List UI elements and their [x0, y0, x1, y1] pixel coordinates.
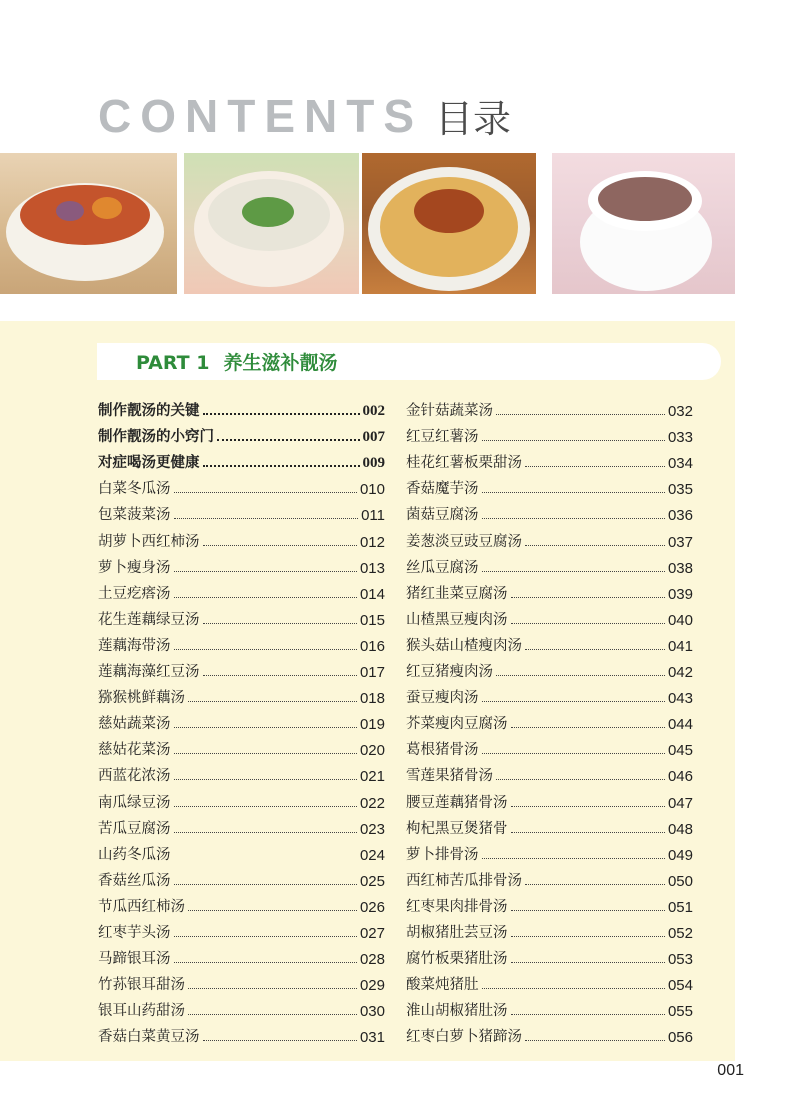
toc-entry-title: 胡萝卜西红柿汤 — [98, 533, 200, 550]
toc-entry-page: 040 — [667, 611, 693, 629]
toc-leader-dots — [203, 545, 357, 546]
toc-entry-title: 香菇丝瓜汤 — [98, 872, 171, 889]
toc-leader-dots — [174, 753, 357, 754]
toc-leader-dots — [203, 675, 357, 676]
toc-leader-dots — [174, 936, 357, 937]
toc-entry-page: 033 — [667, 429, 693, 447]
toc-entry-page: 014 — [359, 585, 385, 603]
toc-entry[interactable] — [406, 629, 693, 655]
toc-entry[interactable] — [98, 864, 385, 890]
part-header — [136, 348, 337, 375]
toc-entry-title: 葛根猪骨汤 — [406, 742, 479, 759]
toc-entry-title: 香菇魔芋汤 — [406, 481, 479, 498]
toc-entry-page: 018 — [359, 690, 385, 708]
toc-leader-dots — [174, 492, 357, 493]
toc-entry-page: 055 — [667, 1003, 693, 1021]
toc-entry[interactable] — [98, 498, 385, 524]
toc-entry-page: 037 — [667, 533, 693, 551]
toc-leader-dots — [174, 884, 357, 885]
toc-entry-title: 对症喝汤更健康 — [98, 454, 200, 472]
toc-entry-page: 007 — [362, 429, 385, 446]
toc-entry-page: 041 — [667, 637, 693, 655]
toc-entry-page: 009 — [362, 455, 385, 472]
toc-entry-page: 024 — [359, 846, 385, 864]
toc-entry-title: 红豆红薯汤 — [406, 429, 479, 446]
toc-entry-title: 蚕豆瘦肉汤 — [406, 690, 479, 707]
toc-entry-page: 053 — [667, 951, 693, 969]
toc-entry[interactable] — [98, 394, 385, 420]
toc-entry[interactable] — [98, 551, 385, 577]
toc-leader-dots — [203, 465, 360, 467]
toc-entry-page: 036 — [667, 507, 693, 525]
toc-entry-page: 022 — [359, 794, 385, 812]
toc-entry[interactable] — [406, 864, 693, 890]
toc-entry[interactable] — [98, 916, 385, 942]
toc-entry-title: 猕猴桃鲜藕汤 — [98, 690, 185, 707]
toc-entry-title: 花生莲藕绿豆汤 — [98, 611, 200, 628]
toc-entry[interactable] — [406, 707, 693, 733]
toc-entry[interactable] — [98, 968, 385, 994]
toc-column-left — [98, 394, 385, 1046]
toc-leader-dots — [511, 623, 665, 624]
toc-entry-page: 016 — [359, 637, 385, 655]
toc-leader-dots — [217, 439, 360, 441]
page-title — [98, 88, 511, 144]
toc-entry[interactable] — [406, 968, 693, 994]
toc-entry[interactable] — [406, 524, 693, 550]
toc-entry-page: 032 — [667, 403, 693, 421]
toc-entry[interactable] — [406, 551, 693, 577]
toc-leader-dots — [496, 779, 665, 780]
toc-entry-title: 丝瓜豆腐汤 — [406, 559, 479, 576]
toc-entry[interactable] — [406, 890, 693, 916]
toc-entry-page: 023 — [359, 820, 385, 838]
toc-leader-dots — [203, 1040, 357, 1041]
toc-entry-title: 莲藕海带汤 — [98, 637, 171, 654]
toc-leader-dots — [511, 1014, 665, 1015]
toc-leader-dots — [511, 806, 665, 807]
toc-entry[interactable] — [98, 733, 385, 759]
toc-entry[interactable] — [406, 916, 693, 942]
toc-entry[interactable] — [406, 394, 693, 420]
part-number: PART 1 — [136, 352, 210, 374]
toc-leader-dots — [174, 779, 357, 780]
toc-entry-page: 042 — [667, 664, 693, 682]
toc-leader-dots — [511, 832, 665, 833]
toc-entry-title: 芥菜瘦肉豆腐汤 — [406, 716, 508, 733]
toc-entry[interactable] — [98, 890, 385, 916]
toc-entry-page: 013 — [359, 559, 385, 577]
toc-entry-page: 026 — [359, 898, 385, 916]
toc-leader-dots — [511, 597, 665, 598]
toc-entry-title: 山药冬瓜汤 — [98, 846, 171, 863]
toc-entry[interactable] — [98, 524, 385, 550]
toc-entry-title: 慈姑蔬菜汤 — [98, 716, 171, 733]
toc-entry-page: 051 — [667, 898, 693, 916]
toc-column-right — [406, 394, 693, 1046]
toc-entry-title: 山楂黑豆瘦肉汤 — [406, 611, 508, 628]
toc-entry-title: 土豆疙瘩汤 — [98, 585, 171, 602]
toc-entry[interactable] — [406, 1020, 693, 1046]
toc-entry-page: 029 — [359, 977, 385, 995]
soup-photo-2 — [184, 153, 359, 294]
toc-leader-dots — [174, 571, 357, 572]
toc-entry-title: 南瓜绿豆汤 — [98, 794, 171, 811]
toc-entry[interactable] — [406, 838, 693, 864]
toc-leader-dots — [525, 649, 665, 650]
toc-entry[interactable] — [406, 655, 693, 681]
toc-entry[interactable] — [406, 785, 693, 811]
toc-entry-page: 017 — [359, 664, 385, 682]
toc-entry-title: 西红柿苦瓜排骨汤 — [406, 872, 522, 889]
toc-entry-page: 038 — [667, 559, 693, 577]
toc-leader-dots — [482, 440, 665, 441]
toc-entry-title: 腰豆莲藕猪骨汤 — [406, 794, 508, 811]
toc-entry-title: 莲藕海藻红豆汤 — [98, 664, 200, 681]
toc-entry-title: 银耳山药甜汤 — [98, 1003, 185, 1020]
toc-leader-dots — [511, 910, 665, 911]
title-chinese: 目录 — [435, 97, 512, 141]
toc-entry-page: 048 — [667, 820, 693, 838]
toc-leader-dots — [174, 962, 357, 963]
toc-entry-page: 010 — [359, 481, 385, 499]
toc-leader-dots — [203, 623, 357, 624]
toc-entry-page: 011 — [361, 507, 385, 525]
toc-entry[interactable] — [406, 681, 693, 707]
toc-entry-title: 红枣果肉排骨汤 — [406, 898, 508, 915]
toc-entry[interactable] — [406, 498, 693, 524]
noodle-photo — [362, 153, 536, 294]
toc-entry-title: 萝卜排骨汤 — [406, 846, 479, 863]
toc-entry-page: 050 — [667, 872, 693, 890]
toc-entry-page: 012 — [359, 533, 385, 551]
toc-entry-title: 白菜冬瓜汤 — [98, 481, 171, 498]
toc-entry[interactable] — [406, 603, 693, 629]
toc-entry-page: 046 — [667, 768, 693, 786]
toc-entry-title: 西蓝花浓汤 — [98, 768, 171, 785]
toc-entry[interactable] — [98, 838, 385, 864]
toc-entry[interactable] — [98, 420, 385, 446]
toc-leader-dots — [496, 414, 665, 415]
toc-entry[interactable] — [98, 1020, 385, 1046]
title-english: CONTENTS — [98, 90, 423, 142]
toc-leader-dots — [511, 727, 665, 728]
toc-entry[interactable] — [406, 472, 693, 498]
toc-entry-title: 红枣芋头汤 — [98, 924, 171, 941]
toc-entry-title: 淮山胡椒猪肚汤 — [406, 1003, 508, 1020]
toc-entry-title: 雪莲果猪骨汤 — [406, 768, 493, 785]
toc-entry-title: 包菜菠菜汤 — [98, 507, 171, 524]
page-number: 001 — [717, 1062, 744, 1079]
toc-entry[interactable] — [406, 759, 693, 785]
toc-entry-title: 苦瓜豆腐汤 — [98, 820, 171, 837]
toc-leader-dots — [496, 675, 665, 676]
toc-entry-page: 035 — [667, 481, 693, 499]
toc-entry-page: 020 — [359, 742, 385, 760]
toc-leader-dots — [511, 936, 665, 937]
toc-entry-title: 制作靓汤的小窍门 — [98, 428, 214, 446]
toc-leader-dots — [482, 518, 665, 519]
toc-entry-page: 045 — [667, 742, 693, 760]
toc-entry[interactable] — [406, 446, 693, 472]
toc-entry-title: 金针菇蔬菜汤 — [406, 403, 493, 420]
toc-entry[interactable] — [98, 577, 385, 603]
toc-leader-dots — [174, 597, 357, 598]
toc-entry-page: 027 — [359, 924, 385, 942]
toc-entry-page: 028 — [359, 951, 385, 969]
toc-entry-title: 萝卜瘦身汤 — [98, 559, 171, 576]
toc-entry-title: 竹荪银耳甜汤 — [98, 977, 185, 994]
toc-entry-title: 枸杞黑豆煲猪骨 — [406, 820, 508, 837]
toc-leader-dots — [174, 518, 359, 519]
toc-leader-dots — [511, 962, 665, 963]
toc-entry[interactable] — [406, 420, 693, 446]
toc-entry-page: 044 — [667, 716, 693, 734]
toc-leader-dots — [174, 649, 357, 650]
toc-entry-title: 姜葱淡豆豉豆腐汤 — [406, 533, 522, 550]
toc-entry-page: 002 — [362, 403, 385, 420]
toc-entry[interactable] — [406, 733, 693, 759]
toc-entry-title: 胡椒猪肚芸豆汤 — [406, 924, 508, 941]
toc-leader-dots — [482, 753, 665, 754]
toc-entry-page: 049 — [667, 846, 693, 864]
toc-leader-dots — [525, 466, 665, 467]
toc-entry-title: 马蹄银耳汤 — [98, 951, 171, 968]
toc-entry[interactable] — [98, 629, 385, 655]
toc-entry-title: 红豆猪瘦肉汤 — [406, 664, 493, 681]
toc-entry-page: 052 — [667, 924, 693, 942]
soup-photo-1 — [0, 153, 177, 294]
part-title: 养生滋补靓汤 — [223, 352, 338, 374]
toc-entry-page: 047 — [667, 794, 693, 812]
toc-leader-dots — [525, 884, 665, 885]
toc-entry-title: 制作靓汤的关键 — [98, 402, 200, 420]
toc-entry-title: 桂花红薯板栗甜汤 — [406, 455, 522, 472]
toc-entry-page: 056 — [667, 1029, 693, 1047]
toc-leader-dots — [482, 988, 665, 989]
toc-entry[interactable] — [98, 472, 385, 498]
toc-entry[interactable] — [98, 812, 385, 838]
toc-entry[interactable] — [98, 446, 385, 472]
toc-entry-title: 红枣白萝卜猪蹄汤 — [406, 1029, 522, 1046]
toc-entry-page: 043 — [667, 690, 693, 708]
toc-leader-dots — [482, 492, 665, 493]
toc-entry-title: 腐竹板栗猪肚汤 — [406, 951, 508, 968]
toc-leader-dots — [188, 701, 357, 702]
toc-entry-title: 菌菇豆腐汤 — [406, 507, 479, 524]
toc-leader-dots — [174, 806, 357, 807]
toc-entry[interactable] — [98, 655, 385, 681]
toc-leader-dots — [525, 545, 665, 546]
toc-entry-title: 酸菜炖猪肚 — [406, 977, 479, 994]
toc-leader-dots — [203, 413, 360, 415]
toc-leader-dots — [174, 832, 357, 833]
toc-entry[interactable] — [98, 681, 385, 707]
toc-leader-dots — [482, 858, 665, 859]
toc-entry-title: 猴头菇山楂瘦肉汤 — [406, 637, 522, 654]
toc-entry[interactable] — [406, 942, 693, 968]
toc-entry[interactable] — [98, 785, 385, 811]
toc-entry-title: 节瓜西红柿汤 — [98, 898, 185, 915]
toc-entry-page: 039 — [667, 585, 693, 603]
toc-entry[interactable] — [98, 603, 385, 629]
toc-entry-page: 034 — [667, 455, 693, 473]
toc-entry-page: 025 — [359, 872, 385, 890]
toc-entry-page: 019 — [359, 716, 385, 734]
toc-leader-dots — [482, 571, 665, 572]
toc-leader-dots — [188, 988, 357, 989]
toc-leader-dots — [174, 727, 357, 728]
toc-entry[interactable] — [406, 812, 693, 838]
toc-entry-page: 015 — [359, 611, 385, 629]
toc-leader-dots — [525, 1040, 665, 1041]
toc-leader-dots — [188, 910, 357, 911]
toc-entry-page: 054 — [667, 977, 693, 995]
toc-entry[interactable] — [406, 577, 693, 603]
soup-photo-4 — [552, 153, 735, 294]
toc-entry[interactable] — [98, 707, 385, 733]
toc-entry-page: 030 — [359, 1003, 385, 1021]
toc-leader-dots — [482, 701, 665, 702]
toc-entry-page: 031 — [359, 1029, 385, 1047]
toc-entry[interactable] — [98, 994, 385, 1020]
toc-entry[interactable] — [98, 942, 385, 968]
toc-entry-title: 慈姑花菜汤 — [98, 742, 171, 759]
toc-entry-title: 香菇白菜黄豆汤 — [98, 1029, 200, 1046]
toc-leader-dots — [188, 1014, 357, 1015]
toc-entry[interactable] — [98, 759, 385, 785]
toc-entry-title: 猪红韭菜豆腐汤 — [406, 585, 508, 602]
toc-entry-page: 021 — [359, 768, 385, 786]
toc-entry[interactable] — [406, 994, 693, 1020]
